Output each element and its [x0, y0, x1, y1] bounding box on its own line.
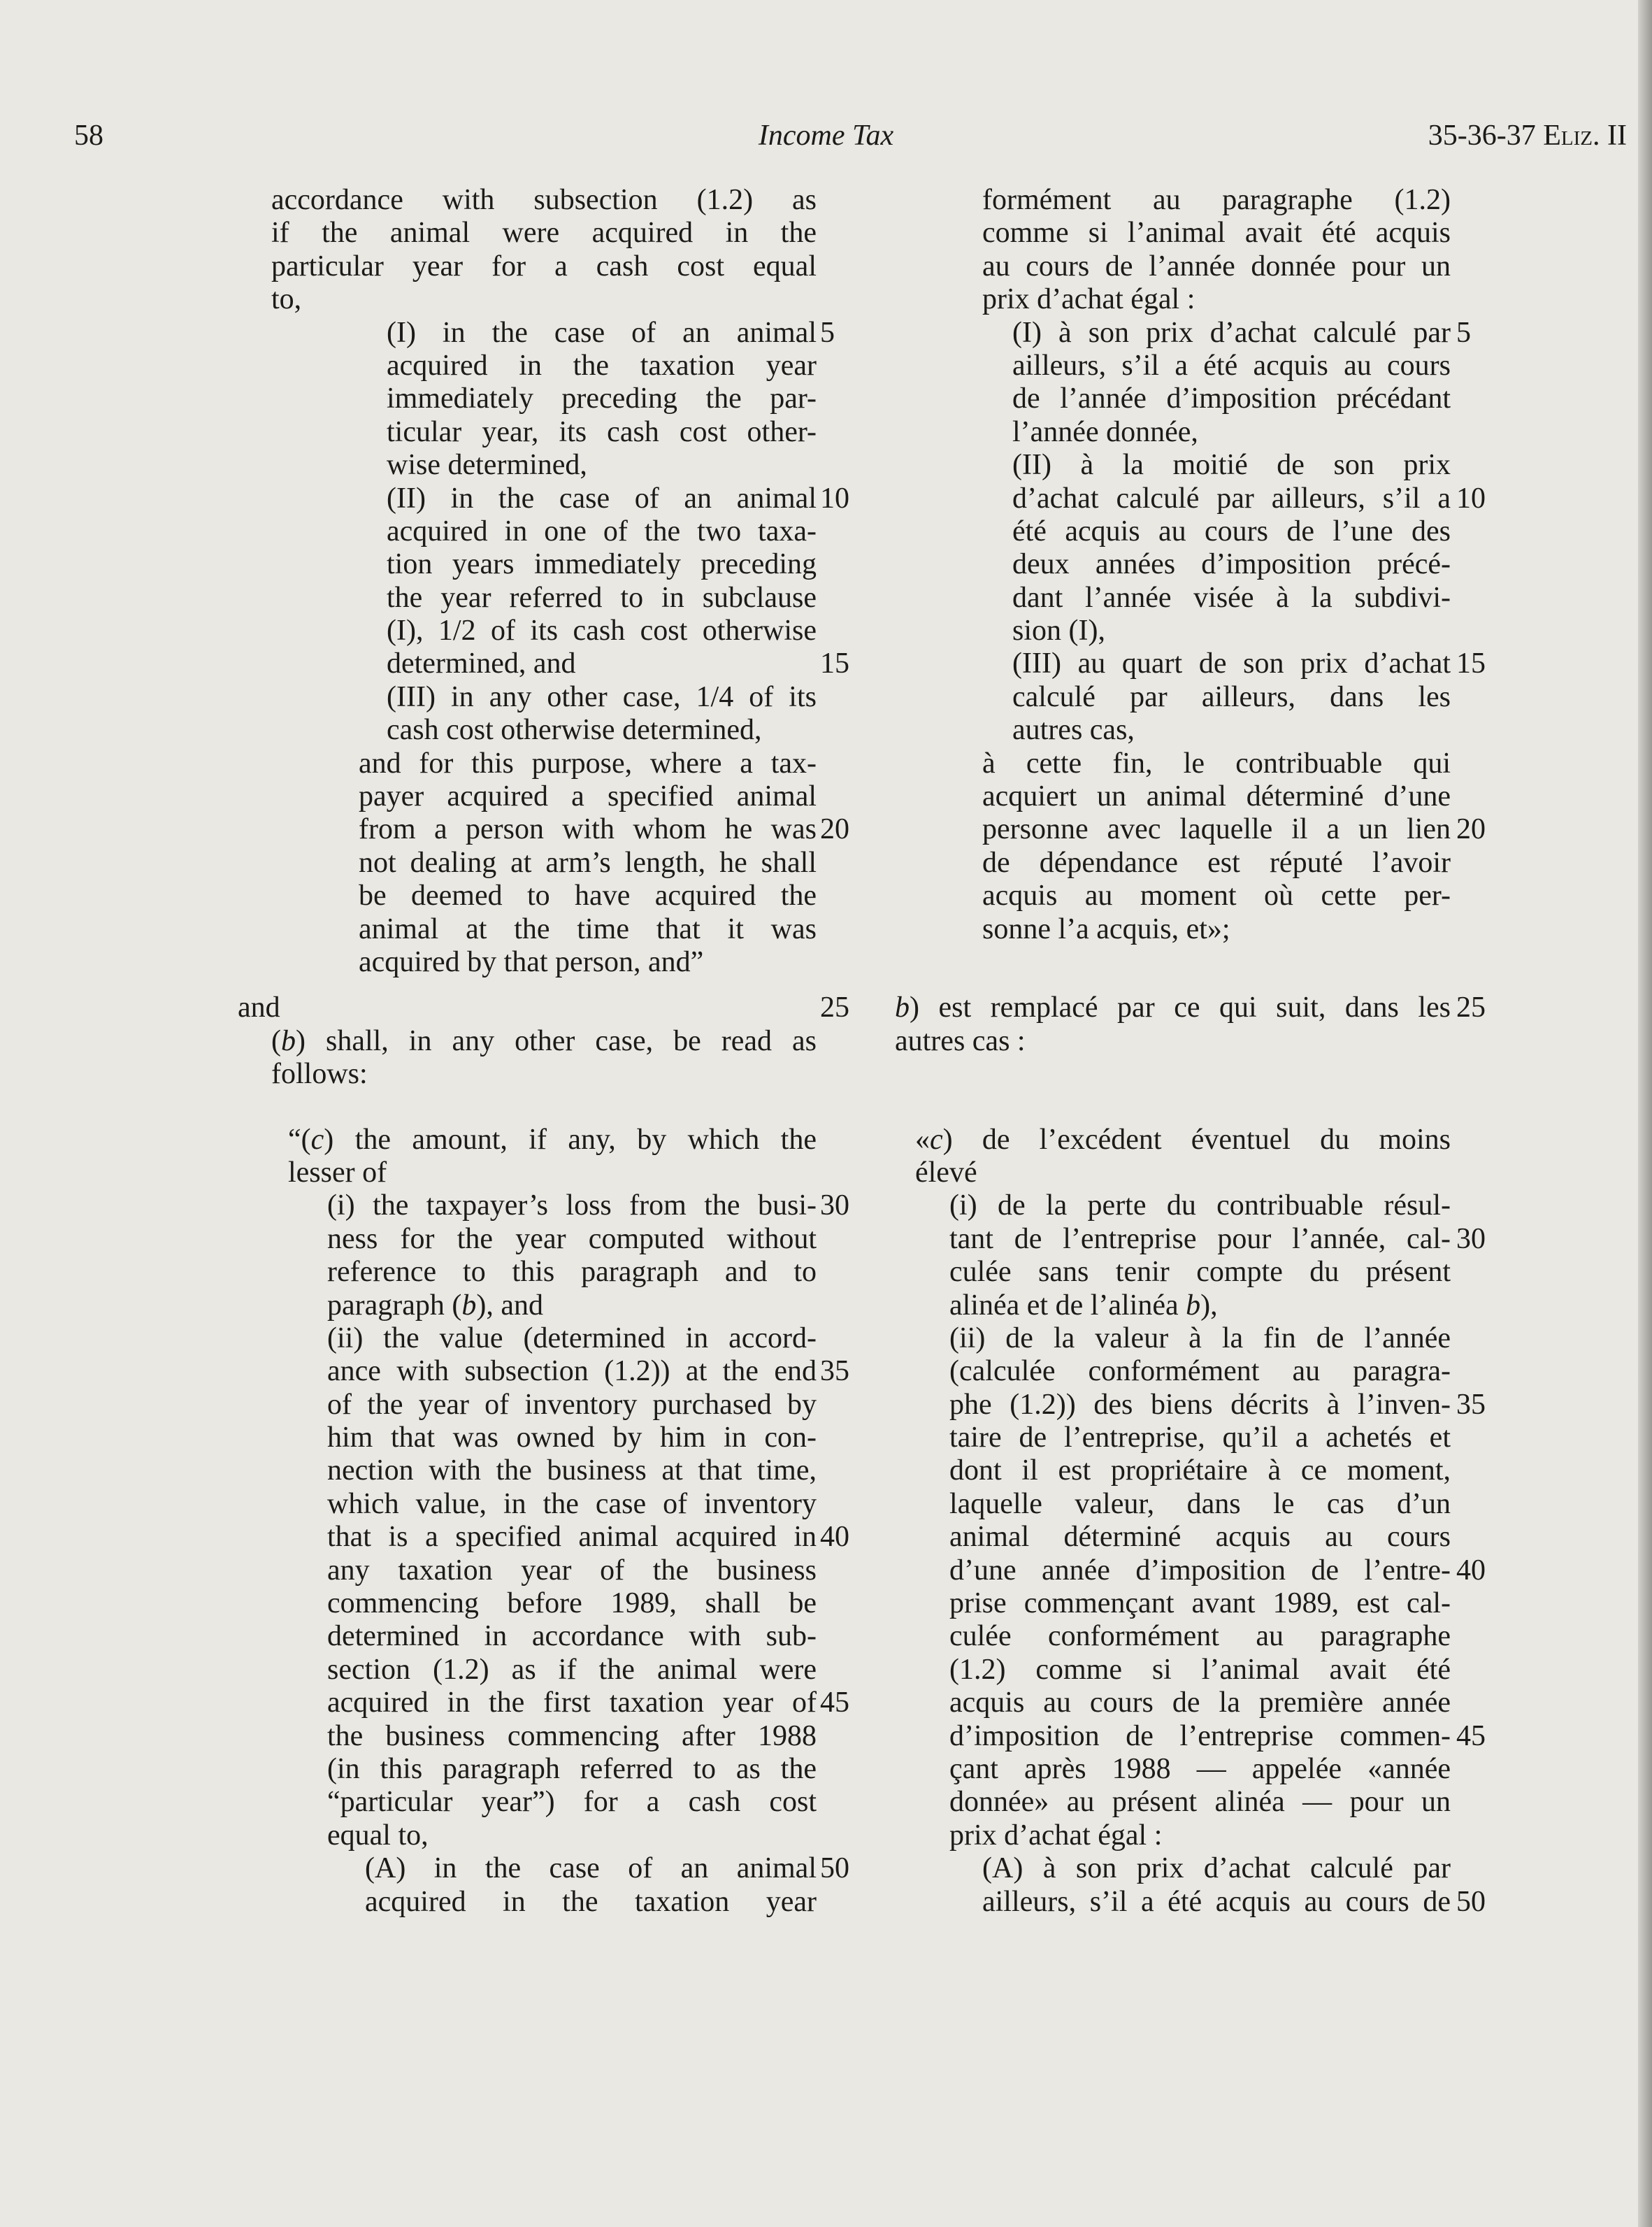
french-text-line — [895, 913, 1580, 946]
french-line-text: de dépendance est réputé l’avoir — [982, 846, 1451, 879]
english-text-line — [182, 1488, 881, 1521]
french-text-line — [895, 184, 1580, 217]
french-text-line — [895, 880, 1580, 912]
margin-line-number: 25 — [820, 991, 849, 1024]
english-text-line — [182, 1852, 881, 1885]
french-text-line — [895, 681, 1580, 714]
english-line-text: any taxation year of the business — [327, 1554, 817, 1587]
english-text-line — [182, 681, 881, 714]
english-text-line — [182, 416, 881, 449]
english-text-line — [182, 1124, 881, 1157]
french-line-text: acquis au cours de la première année — [949, 1687, 1451, 1719]
french-text-line — [895, 1124, 1580, 1157]
english-line-text: (I) in the case of an animal — [387, 316, 817, 349]
english-text-line — [182, 1355, 881, 1388]
english-text-line — [182, 250, 881, 283]
english-line-text: immediately preceding the par- — [387, 382, 817, 415]
english-line-text: and for this purpose, where a tax- — [359, 747, 817, 780]
french-line-text: tant de l’entreprise pour l’année, cal- — [949, 1222, 1451, 1255]
margin-line-number: 25 — [1456, 991, 1486, 1024]
english-text-line — [182, 1256, 881, 1289]
english-line-text: (b) shall, in any other case, be read as — [271, 1024, 817, 1057]
english-text-line — [182, 1554, 881, 1587]
french-text-line — [895, 548, 1580, 581]
english-text-line — [182, 847, 881, 880]
english-text-line — [182, 1058, 881, 1091]
french-line-text: culée conformément au paragraphe — [949, 1620, 1451, 1653]
french-line-text: donnée» au présent alinéa — pour un — [949, 1786, 1451, 1819]
french-text-line — [895, 615, 1580, 647]
english-text-line — [182, 317, 881, 350]
english-line-text: (I), 1/2 of its cash cost otherwise — [387, 615, 817, 647]
english-text-line — [182, 880, 881, 912]
french-text-line — [895, 1620, 1580, 1653]
english-line-text: determined, and — [387, 647, 576, 680]
english-text-line — [182, 1620, 881, 1653]
english-line-text: him that was owned by him in con- — [327, 1422, 817, 1454]
french-line-text: prise commençant avant 1989, est cal- — [949, 1587, 1451, 1620]
french-text-line — [895, 747, 1580, 780]
english-text-line — [182, 1819, 881, 1852]
french-text-line — [895, 1389, 1580, 1422]
english-line-text: ance with subsection (1.2)) at the end — [327, 1355, 817, 1388]
english-column — [182, 184, 881, 1919]
french-text-line — [895, 1488, 1580, 1521]
english-text-line — [182, 991, 881, 1024]
french-line-text: (i) de la perte du contribuable résul- — [949, 1189, 1451, 1222]
english-line-text: determined in accordance with sub- — [327, 1620, 817, 1653]
french-text-line — [895, 1157, 1580, 1189]
english-text-line — [182, 1289, 881, 1322]
french-line-text: d’imposition de l’entreprise commen- — [949, 1719, 1451, 1752]
english-line-text: (III) in any other case, 1/4 of its — [387, 680, 817, 713]
english-text-line — [182, 1521, 881, 1554]
english-text-line — [182, 813, 881, 846]
french-column — [895, 184, 1580, 1919]
english-text-line — [182, 1025, 881, 1058]
french-text-line — [895, 217, 1580, 250]
english-text-line — [182, 515, 881, 548]
french-text-line — [895, 714, 1580, 747]
running-title: Income Tax — [758, 120, 894, 152]
french-line-text: acquis au moment où cette per- — [982, 880, 1451, 912]
french-text-line — [895, 1687, 1580, 1719]
english-text-line — [182, 946, 881, 979]
english-text-line — [182, 1886, 881, 1919]
french-text-line — [895, 1223, 1580, 1256]
french-line-text: dont il est propriétaire à ce moment, — [949, 1454, 1451, 1487]
french-text-line — [895, 1256, 1580, 1289]
french-text-line — [895, 1322, 1580, 1355]
margin-line-number: 30 — [1456, 1222, 1486, 1255]
english-line-text: and — [238, 991, 280, 1024]
french-text-line — [895, 1025, 1580, 1058]
french-line-text: sonne l’a acquis, et»; — [982, 912, 1230, 945]
margin-line-number: 45 — [1456, 1719, 1486, 1752]
english-text-line — [182, 283, 881, 316]
french-line-text: taire de l’entreprise, qu’il a achetés et — [949, 1422, 1451, 1454]
french-line-text: au cours de l’année donnée pour un — [982, 250, 1451, 282]
french-line-text: ailleurs, s’il a été acquis au cours de — [982, 1885, 1451, 1918]
french-text-line — [895, 1654, 1580, 1687]
english-line-text: commencing before 1989, shall be — [327, 1587, 817, 1620]
paragraph-gap — [182, 979, 881, 991]
english-line-text: accordance with subsection (1.2) as — [271, 184, 817, 216]
english-text-line — [182, 1422, 881, 1454]
english-line-text: not dealing at arm’s length, he shall — [359, 846, 817, 879]
english-line-text: (II) in the case of an animal — [387, 482, 817, 515]
french-line-text: culée sans tenir compte du présent — [949, 1256, 1451, 1289]
english-line-text: to, — [271, 283, 302, 316]
french-line-text: personne avec laquelle il a un lien — [982, 813, 1451, 846]
english-line-text: cash cost otherwise determined, — [387, 714, 762, 747]
french-line-text: (calculée conformément au paragra- — [949, 1355, 1451, 1388]
english-line-text: acquired in the first taxation year of — [327, 1687, 817, 1719]
french-text-line — [895, 946, 1580, 979]
english-text-line — [182, 1654, 881, 1687]
margin-line-number: 30 — [820, 1189, 849, 1222]
french-text-line — [895, 1521, 1580, 1554]
english-line-text: (i) the taxpayer’s loss from the busi- — [327, 1189, 817, 1222]
french-line-text: (ii) de la valeur à la fin de l’année — [949, 1322, 1451, 1354]
french-line-text: de l’année d’imposition précédant — [1012, 382, 1451, 415]
french-text-line — [895, 350, 1580, 382]
english-line-text: wise determined, — [387, 449, 587, 482]
english-line-text: ness for the year computed without — [327, 1222, 817, 1255]
french-line-text: calculé par ailleurs, dans les — [1012, 680, 1451, 713]
french-text-line — [895, 1786, 1580, 1819]
paragraph-gap — [182, 1091, 881, 1124]
english-line-text: tion years immediately preceding — [387, 548, 817, 581]
french-line-text: (I) à son prix d’achat calculé par — [1012, 316, 1451, 349]
margin-line-number: 35 — [1456, 1388, 1486, 1421]
french-text-line — [895, 1422, 1580, 1454]
french-text-line — [895, 1189, 1580, 1222]
english-text-line — [182, 1223, 881, 1256]
paragraph-gap — [895, 979, 1580, 991]
english-text-line — [182, 382, 881, 415]
english-text-line — [182, 1753, 881, 1786]
margin-line-number: 5 — [1456, 316, 1471, 349]
french-line-text: l’année donnée, — [1012, 415, 1198, 448]
french-line-text: b) est remplacé par ce qui suit, dans les — [895, 991, 1451, 1024]
english-line-text: acquired by that person, and” — [359, 945, 704, 978]
french-line-text: autres cas : — [895, 1024, 1026, 1057]
french-line-text: çant après 1988 — appelée «année — [949, 1752, 1451, 1785]
french-text-line — [895, 1058, 1580, 1091]
english-text-line — [182, 1687, 881, 1719]
english-text-line — [182, 217, 881, 250]
session-reference: 35-36-37 Eliz. II — [1428, 120, 1627, 152]
margin-line-number: 10 — [820, 482, 849, 515]
french-line-text: laquelle valeur, dans le cas d’un — [949, 1487, 1451, 1520]
french-text-line — [895, 780, 1580, 813]
french-line-text: (II) à la moitié de son prix — [1012, 449, 1451, 482]
french-line-text: animal déterminé acquis au cours — [949, 1521, 1451, 1554]
english-line-text: acquired in one of the two taxa- — [387, 515, 817, 547]
french-text-line — [895, 449, 1580, 482]
french-text-line — [895, 1819, 1580, 1852]
english-line-text: “(c) the amount, if any, by which the — [288, 1123, 817, 1156]
french-text-line — [895, 1554, 1580, 1587]
french-text-line — [895, 1753, 1580, 1786]
margin-line-number: 35 — [820, 1355, 849, 1388]
english-line-text: the business commencing after 1988 — [327, 1719, 817, 1752]
french-line-text: été acquis au cours de l’une des — [1012, 515, 1451, 547]
french-text-line — [895, 382, 1580, 415]
margin-line-number: 5 — [820, 316, 835, 349]
english-line-text: lesser of — [288, 1156, 387, 1189]
margin-line-number: 40 — [1456, 1554, 1486, 1587]
english-text-line — [182, 747, 881, 780]
english-line-text: payer acquired a specified animal — [359, 780, 817, 813]
french-text-line — [895, 847, 1580, 880]
french-line-text: comme si l’animal avait été acquis — [982, 217, 1451, 250]
margin-line-number: 15 — [1456, 647, 1486, 680]
english-text-line — [182, 1786, 881, 1819]
english-text-line — [182, 482, 881, 515]
french-text-line — [895, 1720, 1580, 1753]
page-number: 58 — [74, 120, 103, 152]
french-line-text: formément au paragraphe (1.2) — [982, 184, 1451, 216]
english-line-text: animal at the time that it was — [359, 912, 817, 945]
english-text-line — [182, 647, 881, 680]
french-line-text: «c) de l’excédent éventuel du moins — [915, 1123, 1451, 1156]
english-line-text: “particular year”) for a cash cost — [327, 1786, 817, 1819]
english-line-text: acquired in the taxation year — [387, 349, 817, 382]
margin-line-number: 40 — [820, 1521, 849, 1554]
english-text-line — [182, 780, 881, 813]
english-line-text: which value, in the case of inventory — [327, 1487, 817, 1520]
english-line-text: (ii) the value (determined in accord- — [327, 1322, 817, 1354]
english-text-line — [182, 582, 881, 615]
french-text-line — [895, 515, 1580, 548]
french-line-text: (1.2) comme si l’animal avait été — [949, 1653, 1451, 1686]
french-line-text: alinéa et de l’alinéa b), — [949, 1289, 1218, 1322]
french-line-text: prix d’achat égal : — [982, 283, 1195, 316]
paragraph-gap — [895, 1091, 1580, 1124]
margin-line-number: 15 — [820, 647, 849, 680]
french-text-line — [895, 317, 1580, 350]
english-line-text: nection with the business at that time, — [327, 1454, 817, 1487]
french-line-text: prix d’achat égal : — [949, 1819, 1163, 1852]
english-text-line — [182, 1454, 881, 1487]
french-text-line — [895, 283, 1580, 316]
english-line-text: from a person with whom he was — [359, 813, 817, 846]
french-text-line — [895, 1454, 1580, 1487]
english-line-text: paragraph (b), and — [327, 1289, 544, 1322]
english-text-line — [182, 449, 881, 482]
margin-line-number: 50 — [820, 1852, 849, 1885]
french-line-text: phe (1.2)) des biens décrits à l’inven- — [949, 1388, 1451, 1421]
french-text-line — [895, 582, 1580, 615]
english-line-text: the year referred to in subclause — [387, 581, 817, 614]
english-line-text: (A) in the case of an animal — [365, 1852, 817, 1885]
english-line-text: equal to, — [327, 1819, 429, 1852]
french-text-line — [895, 482, 1580, 515]
english-text-line — [182, 1389, 881, 1422]
french-text-line — [895, 813, 1580, 846]
english-line-text: section (1.2) as if the animal were — [327, 1653, 817, 1686]
english-line-text: of the year of inventory purchased by — [327, 1388, 817, 1421]
margin-line-number: 20 — [820, 813, 849, 846]
french-line-text: deux années d’imposition précé- — [1012, 548, 1451, 581]
english-text-line — [182, 1322, 881, 1355]
french-text-line — [895, 1289, 1580, 1322]
english-text-line — [182, 184, 881, 217]
english-text-line — [182, 1189, 881, 1222]
french-text-line — [895, 1587, 1580, 1620]
margin-line-number: 45 — [820, 1687, 849, 1719]
english-line-text: be deemed to have acquired the — [359, 880, 817, 912]
english-text-line — [182, 350, 881, 382]
french-line-text: élevé — [915, 1156, 977, 1189]
english-line-text: that is a specified animal acquired in — [327, 1521, 817, 1554]
margin-line-number: 20 — [1456, 813, 1486, 846]
french-line-text: d’achat calculé par ailleurs, s’il a — [1012, 482, 1451, 515]
english-text-line — [182, 615, 881, 647]
french-text-line — [895, 1355, 1580, 1388]
french-text-line — [895, 647, 1580, 680]
english-line-text: reference to this paragraph and to — [327, 1256, 817, 1289]
french-line-text: dant l’année visée à la subdivi- — [1012, 581, 1451, 614]
english-text-line — [182, 714, 881, 747]
page-edge-shadow — [1638, 0, 1652, 2227]
french-line-text: acquiert un animal déterminé d’une — [982, 780, 1451, 813]
french-line-text: ailleurs, s’il a été acquis au cours — [1012, 349, 1451, 382]
french-line-text: à cette fin, le contribuable qui — [982, 747, 1451, 780]
french-text-line — [895, 1852, 1580, 1885]
french-line-text: sion (I), — [1012, 615, 1105, 647]
french-text-line — [895, 1886, 1580, 1919]
french-text-line — [895, 416, 1580, 449]
english-line-text: acquired in the taxation year — [365, 1885, 817, 1918]
french-line-text: (A) à son prix d’achat calculé par — [982, 1852, 1451, 1885]
margin-line-number: 50 — [1456, 1885, 1486, 1918]
french-line-text: d’une année d’imposition de l’entre- — [949, 1554, 1451, 1587]
english-text-line — [182, 548, 881, 581]
french-text-line — [895, 991, 1580, 1024]
margin-line-number: 10 — [1456, 482, 1486, 515]
english-text-line — [182, 1720, 881, 1753]
english-text-line — [182, 1587, 881, 1620]
english-line-text: if the animal were acquired in the — [271, 217, 817, 250]
english-text-line — [182, 913, 881, 946]
french-line-text: autres cas, — [1012, 714, 1135, 747]
french-text-line — [895, 250, 1580, 283]
english-line-text: ticular year, its cash cost other- — [387, 415, 817, 448]
english-line-text: (in this paragraph referred to as the — [327, 1752, 817, 1785]
english-text-line — [182, 1157, 881, 1189]
english-line-text: particular year for a cash cost equal — [271, 250, 817, 282]
french-line-text: (III) au quart de son prix d’achat — [1012, 647, 1451, 680]
english-line-text: follows: — [271, 1058, 368, 1091]
